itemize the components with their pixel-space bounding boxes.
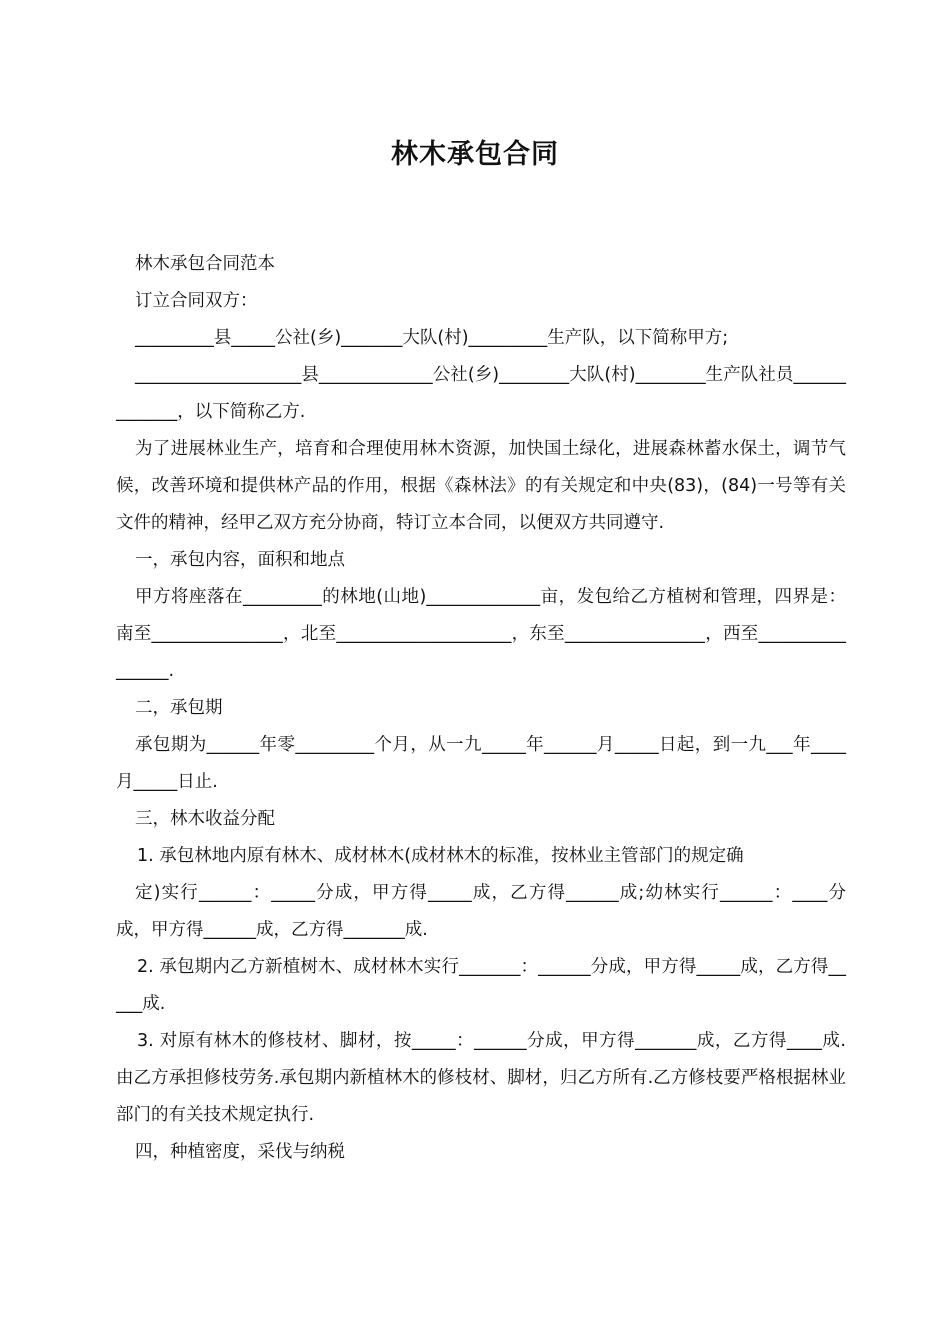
section-heading-3: 三，林木收益分配 bbox=[135, 809, 275, 829]
section-heading-4: 四，种植密度，采伐与纳税 bbox=[135, 1142, 345, 1162]
clause-3-1-line-2: 定)实行______：_____分成，甲方得_____成，乙方得______成;幼林实行______：____分成，甲方得______成，乙方得_______成. bbox=[116, 883, 846, 940]
paragraph-party-b: ___________________县_____________公社(乡)________大队(村)________生产队社员_____________，以下简称乙方. bbox=[116, 365, 846, 422]
document-body bbox=[116, 246, 846, 1171]
paragraph-party-a: _________县_____公社(乡)_______大队(村)_________生产队，以下简称甲方; bbox=[135, 328, 729, 348]
section-heading-1: 一，承包内容，面积和地点 bbox=[135, 550, 345, 570]
paragraph-section-2: 承包期为______年零_________个月，从一九_____年______月_____日起，到一九___年____月_____日止. bbox=[116, 735, 846, 792]
section-heading-2: 二，承包期 bbox=[135, 698, 223, 718]
paragraph-subtitle: 林木承包合同范本 bbox=[135, 254, 275, 274]
document-title: 林木承包合同 bbox=[391, 139, 559, 170]
paragraph-section-1: 甲方将座落在_________的林地(山地)_____________亩，发包给乙方植树和管理，四界是：南至_______________，北至____________________，东至________________，西至________________. bbox=[116, 587, 846, 681]
paragraph-preamble: 为了进展林业生产，培育和合理使用林木资源，加快国土绿化，进展森林蓄水保土，调节气候，改善环境和提供林产品的作用，根据《森林法》的有关规定和中央(83)，(84)一号等有关文件的精神，经甲乙双方充分协商，特订立本合同，以便双方共同遵守. bbox=[116, 439, 846, 533]
paragraph-parties-heading: 订立合同双方： bbox=[135, 291, 258, 311]
clause-3-3: 3. 对原有林木的修枝材、脚材，按_____：______分成，甲方得_______成，乙方得____成.由乙方承担修枝劳务.承包期内新植林木的修枝材、脚材，归乙方所有.乙方修枝要严格根据林业部门的有关技术规定执行. bbox=[116, 1031, 846, 1125]
clause-3-1-line-1: 1. 承包林地内原有林木、成材林木(成材林木的标准，按林业主管部门的规定确 bbox=[137, 846, 744, 866]
clause-3-2: 2. 承包期内乙方新植树木、成材林木实行_______：______分成，甲方得_____成，乙方得_____成. bbox=[116, 957, 846, 1014]
